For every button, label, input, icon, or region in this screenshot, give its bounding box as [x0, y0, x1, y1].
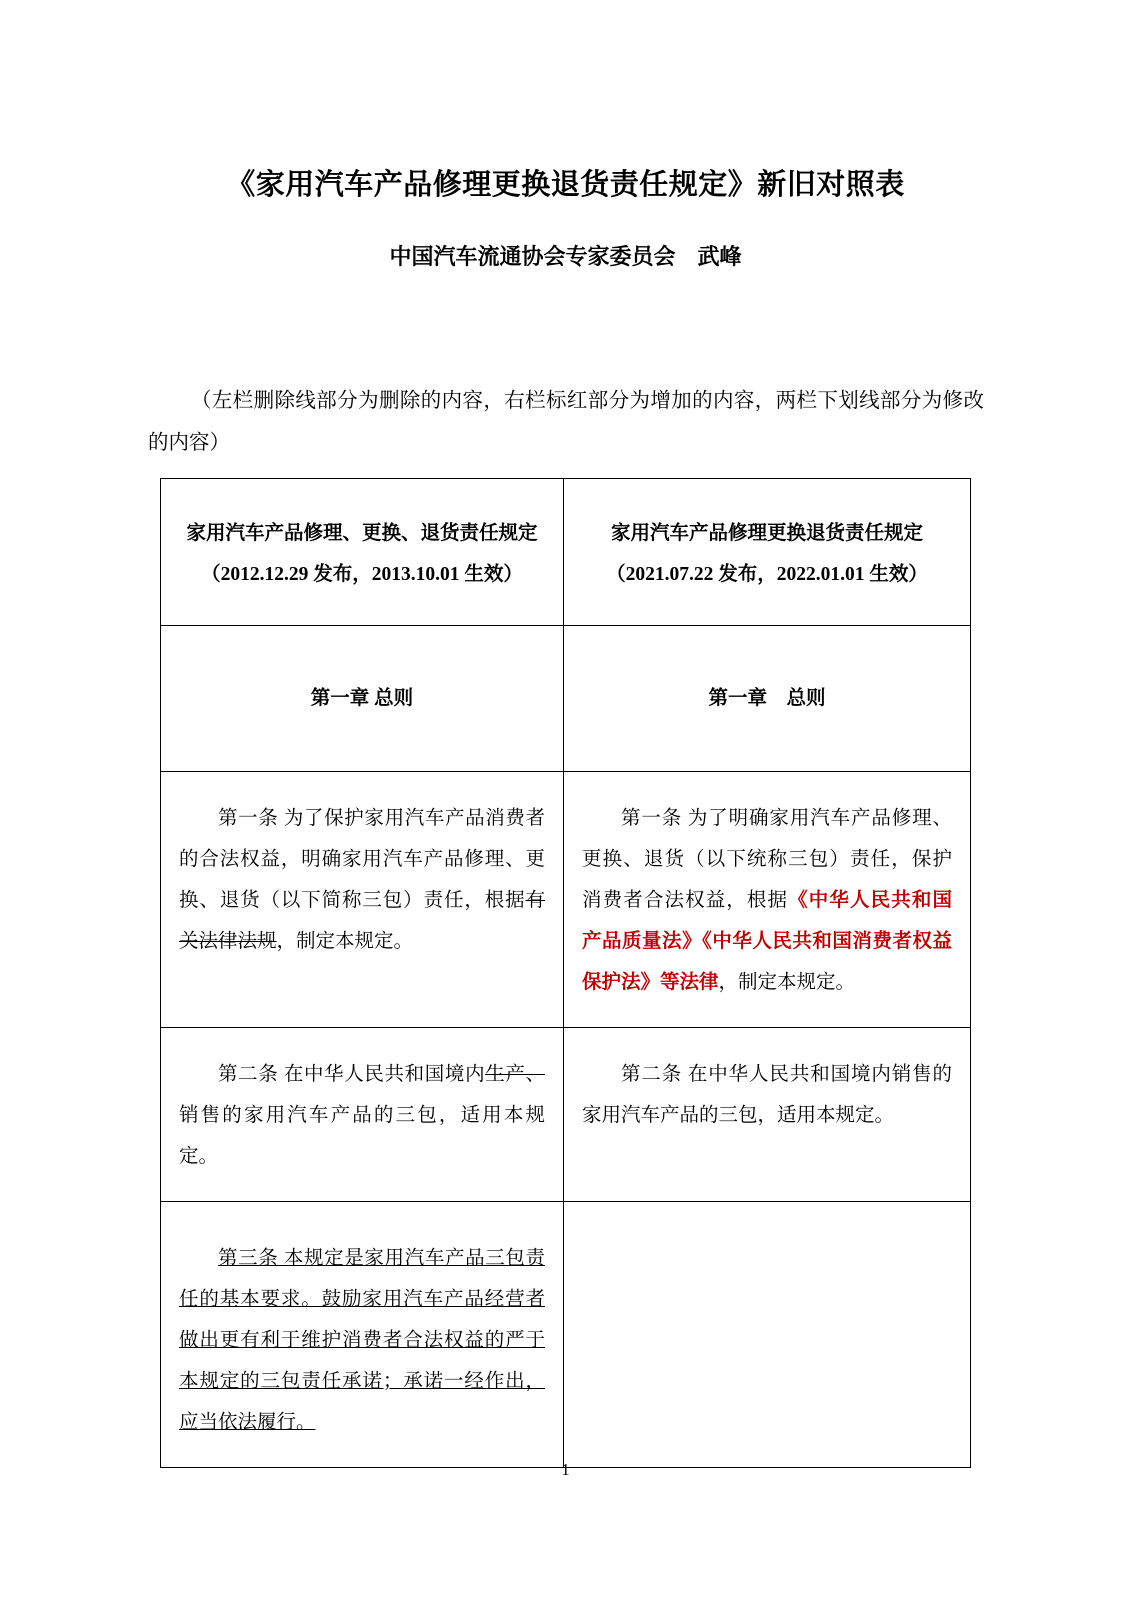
new-article-1-label: 第一条	[621, 808, 683, 829]
table-cell-old-article-2	[161, 1028, 564, 1202]
new-article-2-label: 第二条	[621, 1064, 683, 1085]
old-article-2-text	[161, 1028, 563, 1201]
old-article-1-deleted-text: 有关法律法规	[179, 890, 545, 952]
comparison-table	[160, 478, 971, 1468]
old-chapter-heading: 第一章 总则	[310, 688, 414, 709]
old-regulation-title: 家用汽车产品修理、更换、退货责任规定	[186, 523, 538, 544]
new-chapter-heading: 第一章 总则	[708, 688, 826, 709]
old-article-3-deleted-text: 第三条 本规定是家用汽车产品三包责任的基本要求。鼓励家用汽车产品经营者做出更有利于维护消费者合法权益的严于本规定的三包责任承诺；承诺一经作出，应当依法履行。	[179, 1248, 545, 1433]
table-row-chapter	[161, 626, 971, 772]
document-author-line: 中国汽车流通协会专家委员会 武峰	[389, 244, 742, 269]
old-article-1-label: 第一条	[218, 808, 279, 829]
old-article-1-part-b: ，制定本规定。	[276, 931, 414, 952]
old-article-1-part-a: 为了保护家用汽车产品消费者的合法权益，明确家用汽车产品修理、更换、退货（以下简称三包）责任，根据	[179, 808, 545, 911]
table-cell-old-article-3	[161, 1202, 564, 1468]
new-article-1-part-b: ，制定本规定。	[718, 972, 856, 993]
new-regulation-dates: （2021.07.22 发布，2022.01.01 生效）	[606, 564, 928, 585]
old-article-3-text	[161, 1202, 563, 1467]
table-cell-old-article-1	[161, 772, 564, 1028]
page-title: 《家用汽车产品修理更换退货责任规定》新旧对照表	[226, 169, 905, 201]
new-article-2-part-a: 在中华人民共和国境内销售的家用汽车产品的三包，适用本规定。	[582, 1064, 952, 1126]
table-cell-new-article-2	[564, 1028, 971, 1202]
new-regulation-title: 家用汽车产品修理更换退货责任规定	[610, 523, 923, 544]
table-cell-new-article-1	[564, 772, 971, 1028]
table-row-article-1	[161, 772, 971, 1028]
new-article-2-text	[564, 1028, 970, 1160]
table-cell-old-chapter	[161, 626, 564, 772]
table-row-article-2	[161, 1028, 971, 1202]
legend-note: （左栏删除线部分为删除的内容，右栏标红部分为增加的内容，两栏下划线部分为修改的内容）	[148, 390, 984, 454]
new-article-3-empty	[564, 1202, 970, 1432]
table-cell-new-chapter	[564, 626, 971, 772]
old-article-2-part-a: 在中华人民共和国境内	[278, 1064, 486, 1085]
table-header-row	[161, 479, 971, 626]
new-article-1-added-text: 《中华人民共和国产品质量法》《中华人民共和国消费者权益保护法》等法律	[582, 890, 952, 993]
table-cell-old-header	[161, 479, 564, 626]
old-article-1-text	[161, 772, 563, 1002]
old-article-2-label: 第二条	[218, 1064, 279, 1085]
new-article-1-text	[564, 772, 970, 1027]
table-cell-new-article-3	[564, 1202, 971, 1468]
old-article-2-deleted-text: 生产、	[485, 1064, 545, 1085]
new-article-1-part-a: 为了明确家用汽车产品修理、更换、退货（以下统称三包）责任，保护消费者合法权益，根据	[582, 808, 952, 911]
table-row-article-3	[161, 1202, 971, 1468]
table-cell-new-header	[564, 479, 971, 626]
old-article-2-part-b: 销售的家用汽车产品的三包，适用本规定。	[179, 1105, 545, 1167]
old-regulation-dates: （2012.12.29 发布，2013.10.01 生效）	[201, 564, 523, 585]
page-number: 1	[561, 1460, 570, 1479]
